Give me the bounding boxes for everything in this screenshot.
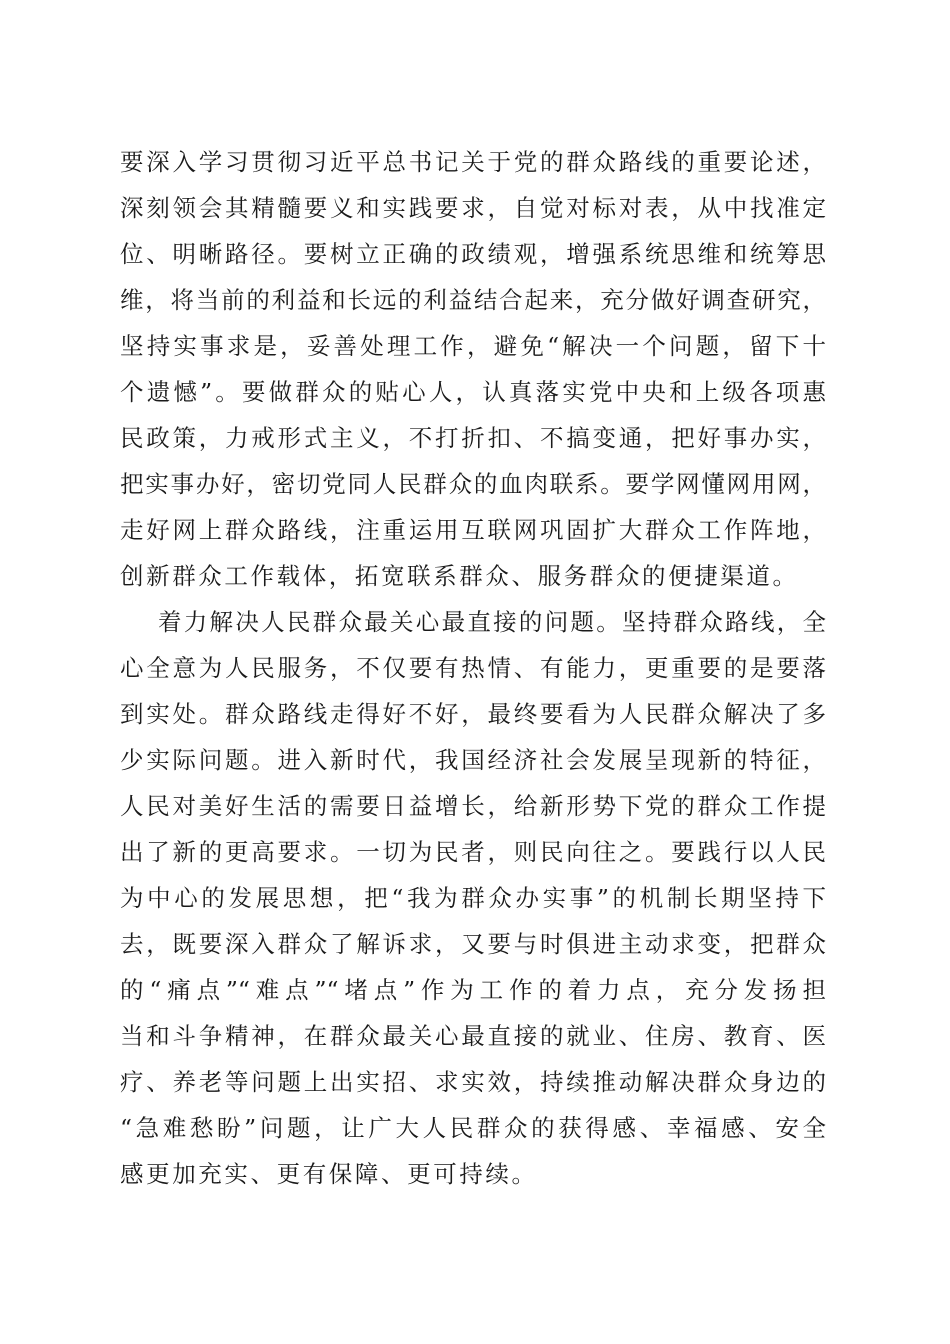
text-line: 创新群众工作载体，拓宽联系群众、服务群众的便捷渠道。 — [120, 562, 799, 590]
text-line: 感更加充实、更有保障、更可持续。 — [120, 1160, 538, 1188]
text-line: 疗、养老等问题上出实招、求实效，持续推动解决群众身边的 — [120, 1068, 826, 1096]
text-line: 的“痛点”“难点”“堵点”作为工作的着力点，充分发扬担 — [120, 976, 826, 1004]
text-line: 要深入学习贯彻习近平总书记关于党的群众路线的重要论述， — [120, 148, 826, 176]
paragraph-first-line: 着力解决人民群众最关心最直接的问题。坚持群众路线，全 — [158, 608, 826, 636]
text-line: 深刻领会其精髓要义和实践要求，自觉对标对表，从中找准定 — [120, 194, 826, 222]
text-line: 少实际问题。进入新时代，我国经济社会发展呈现新的特征， — [120, 746, 826, 774]
text-line: 心全意为人民服务，不仅要有热情、有能力，更重要的是要落 — [120, 654, 826, 682]
text-line: 把实事办好，密切党同人民群众的血肉联系。要学网懂网用网， — [120, 470, 826, 498]
text-line: 坚持实事求是，妥善处理工作，避免“解决一个问题，留下十 — [120, 332, 826, 360]
text-line: 走好网上群众路线，注重运用互联网巩固扩大群众工作阵地， — [120, 516, 826, 544]
text-line: 人民对美好生活的需要日益增长，给新形势下党的群众工作提 — [120, 792, 826, 820]
text-line: 为中心的发展思想，把“我为群众办实事”的机制长期坚持下 — [120, 884, 826, 912]
text-line: “急难愁盼”问题，让广大人民群众的获得感、幸福感、安全 — [120, 1114, 826, 1142]
text-line: 维，将当前的利益和长远的利益结合起来，充分做好调查研究， — [120, 286, 826, 314]
text-line: 出了新的更高要求。一切为民者，则民向往之。要践行以人民 — [120, 838, 826, 866]
text-line: 到实处。群众路线走得好不好，最终要看为人民群众解决了多 — [120, 700, 826, 728]
text-line: 去，既要深入群众了解诉求，又要与时俱进主动求变，把群众 — [120, 930, 826, 958]
text-line: 民政策，力戒形式主义，不打折扣、不搞变通，把好事办实， — [120, 424, 826, 452]
text-line: 位、明晰路径。要树立正确的政绩观，增强系统思维和统筹思 — [120, 240, 826, 268]
text-line: 当和斗争精神，在群众最关心最直接的就业、住房、教育、医 — [120, 1022, 826, 1050]
text-line: 个遗憾”。要做群众的贴心人，认真落实党中央和上级各项惠 — [120, 378, 826, 406]
